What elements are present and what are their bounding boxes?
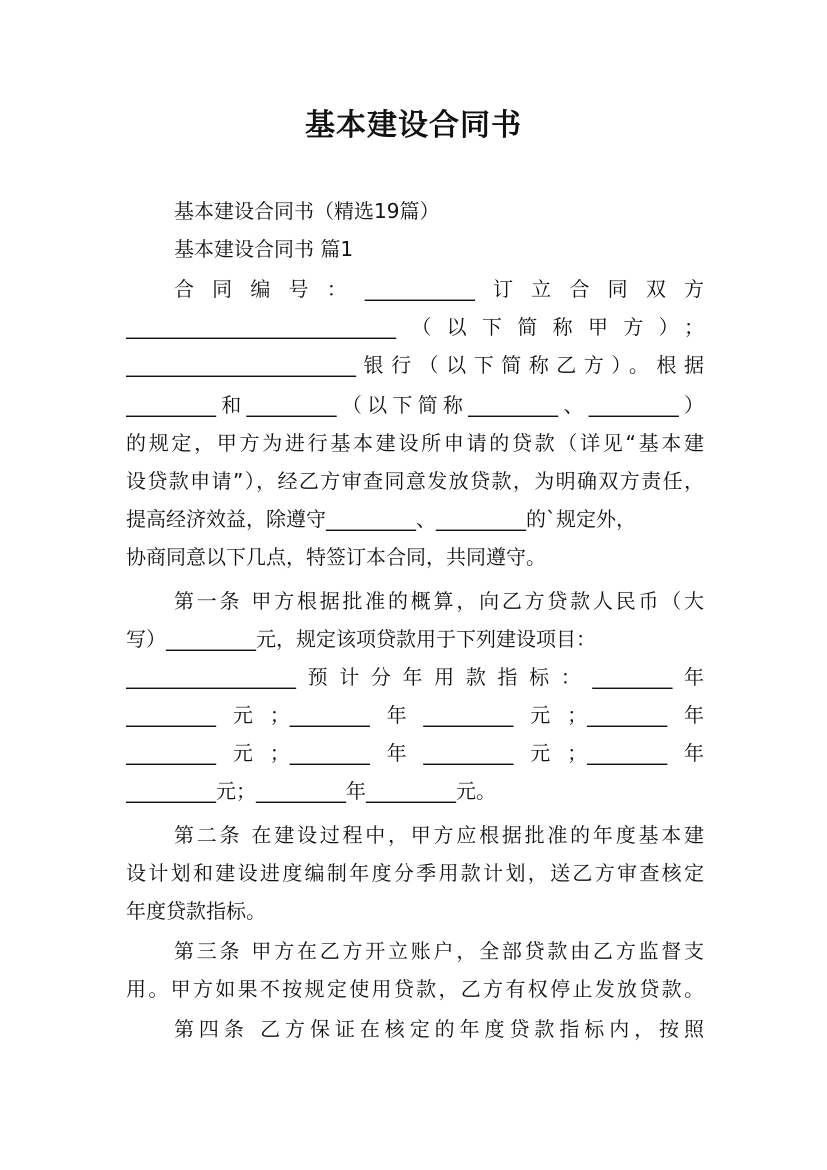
subtitle-line: 基本建设合同书（精选19篇） [174, 199, 440, 223]
article-line: 第二条 在建设过程中，甲方应根据批准的年度基本建 [174, 823, 704, 847]
article-line: _________________预计分年用款指标：________年 [126, 665, 704, 689]
article-line: 第四条 乙方保证在核定的年度贷款指标内，按照 [174, 1017, 704, 1041]
article-line: _________元；________年_________元；________年 [126, 741, 704, 765]
article-line: 写）_________元，规定该项贷款用于下列建设项目： [126, 627, 596, 651]
article-line: 设计划和建设进度编制年度分季用款计划，送乙方审查核定 [126, 861, 704, 885]
document-title: 基本建设合同书 [305, 108, 522, 143]
article-line: 第一条 甲方根据批准的概算，向乙方贷款人民币（大 [174, 589, 704, 613]
paragraph-line: _______________________银行（以下简称乙方）。根据 [126, 353, 704, 377]
paragraph-line: 的规定，甲方为进行基本建设所申请的贷款（详见“基本建 [126, 431, 704, 455]
paragraph-line: ___________________________（以下简称甲方）； [126, 315, 704, 339]
paragraph-line: 设贷款申请”），经乙方审查同意发放贷款，为明确双方责任， [126, 469, 704, 493]
article-line: 用。甲方如果不按规定使用贷款，乙方有权停止发放贷款。 [126, 977, 704, 1001]
article-line: 第三条 甲方在乙方开立账户，全部贷款由乙方监督支 [174, 939, 704, 963]
paragraph-line: 协商同意以下几点，特签订本合同，共同遵守。 [126, 545, 546, 569]
article-line: _________元；________年_________元；________年 [126, 703, 704, 727]
section-heading: 基本建设合同书 篇1 [174, 237, 354, 261]
article-line: _________元；_________年_________元。 [126, 779, 496, 803]
paragraph-line: 合同编号：___________订立合同双方 [174, 277, 704, 301]
paragraph-line: 提高经济效益，除遵守_________、_________的`规定外， [126, 507, 636, 531]
paragraph-line: _________和_________（以下简称_________、_________） [126, 393, 704, 417]
article-line: 年度贷款指标。 [126, 899, 266, 923]
